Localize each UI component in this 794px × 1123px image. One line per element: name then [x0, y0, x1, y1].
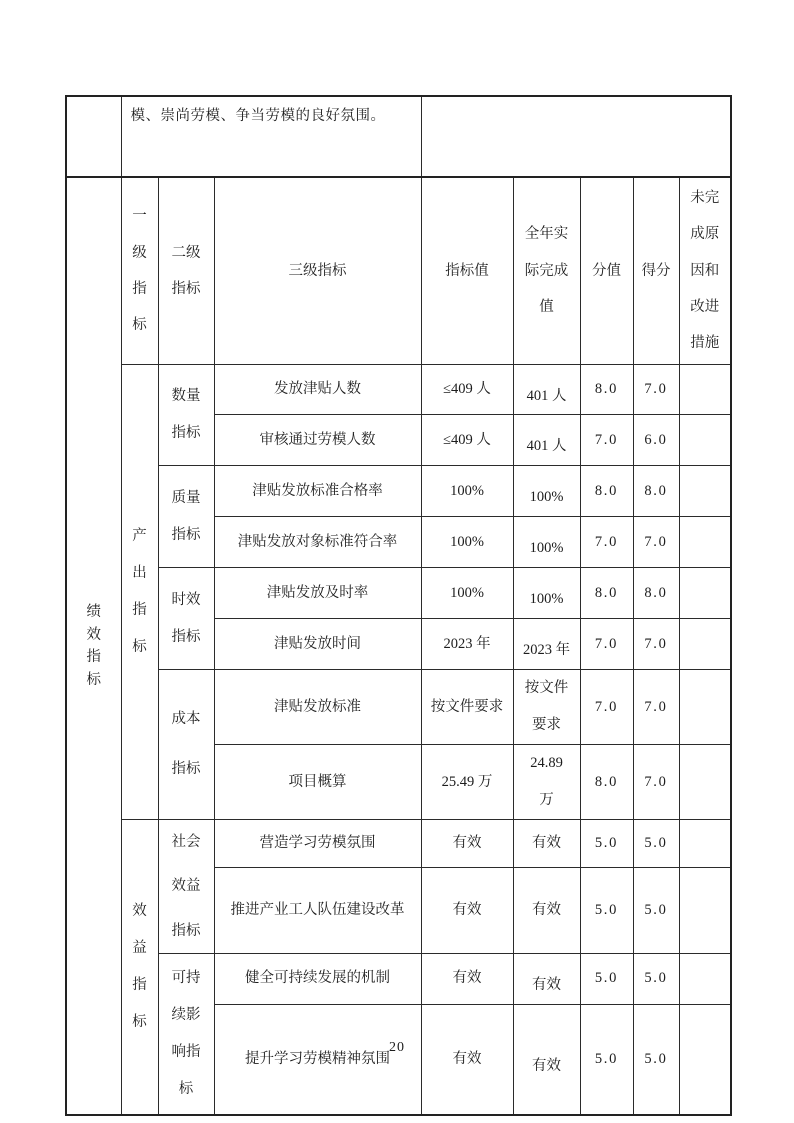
cell-got: 7.0	[633, 364, 679, 415]
cell-score: 5.0	[580, 953, 633, 1004]
header-got: 得分	[633, 177, 679, 364]
cell-got: 5.0	[633, 867, 679, 953]
level2-group-label: 质量指标	[171, 489, 201, 543]
cell-remark	[679, 953, 731, 1004]
level2-group-cell	[158, 820, 214, 954]
header-level2: 二级指标	[158, 177, 214, 364]
cell-target: 有效	[421, 953, 513, 1004]
level1-group-cell	[121, 820, 158, 1116]
cell-score: 7.0	[580, 415, 633, 466]
cell-got: 8.0	[633, 568, 679, 619]
cell-got: 5.0	[633, 820, 679, 867]
page-number: 20	[389, 1040, 405, 1055]
performance-indicator-table	[65, 176, 732, 1116]
cell-score: 7.0	[580, 517, 633, 568]
table-row	[66, 466, 731, 517]
level2-group-cell	[158, 953, 214, 1115]
level2-group-cell	[158, 466, 214, 568]
table-row	[66, 364, 731, 415]
cell-target: 100%	[421, 517, 513, 568]
cell-actual: 100%	[513, 517, 580, 568]
cell-actual: 有效	[513, 867, 580, 953]
header-target: 指标值	[421, 177, 513, 364]
cell-score: 7.0	[580, 670, 633, 745]
header-actual: 全年实际完成值	[513, 177, 580, 364]
cell-remark	[679, 568, 731, 619]
cell-score: 7.0	[580, 619, 633, 670]
level1-group-label: 产出指标	[132, 527, 147, 655]
cell-target: 100%	[421, 466, 513, 517]
cell-actual: 24.89 万	[513, 745, 580, 820]
row-group-cell	[66, 177, 121, 1115]
cell-level3: 健全可持续发展的机制	[214, 953, 421, 1004]
cell-remark	[679, 415, 731, 466]
cell-remark	[679, 517, 731, 568]
level2-group-label: 可持续影响指标	[171, 970, 201, 1098]
cell-score: 8.0	[580, 745, 633, 820]
continuation-text-cell	[121, 96, 421, 178]
cell-level3: 津贴发放标准	[214, 670, 421, 745]
cell-actual: 有效	[513, 820, 580, 867]
cell-target: 有效	[421, 867, 513, 953]
cell-score: 8.0	[580, 568, 633, 619]
cell-got: 7.0	[633, 745, 679, 820]
cell-actual: 按文件要求	[513, 670, 580, 745]
cell-score: 5.0	[580, 1004, 633, 1115]
table-row	[66, 820, 731, 867]
cell-actual: 有效	[513, 953, 580, 1004]
header-score: 分值	[580, 177, 633, 364]
cell-target: 100%	[421, 568, 513, 619]
level2-group-cell	[158, 364, 214, 466]
row-group-label: 绩效指标	[86, 604, 101, 688]
level2-group-cell	[158, 670, 214, 820]
cell-level3: 审核通过劳模人数	[214, 415, 421, 466]
cell-level3: 发放津贴人数	[214, 364, 421, 415]
cell-got: 7.0	[633, 670, 679, 745]
cell-got: 8.0	[633, 466, 679, 517]
cell-score: 5.0	[580, 867, 633, 953]
continuation-text: 模、崇尚劳模、争当劳模的良好氛围。	[130, 108, 386, 124]
cell-remark	[679, 670, 731, 745]
cell-got: 7.0	[633, 517, 679, 568]
table-row	[66, 568, 731, 619]
cell-level3: 津贴发放时间	[214, 619, 421, 670]
cell-level3: 项目概算	[214, 745, 421, 820]
table-row	[66, 670, 731, 745]
continuation-table	[65, 95, 732, 179]
header-level3: 三级指标	[214, 177, 421, 364]
cell-remark	[679, 364, 731, 415]
cell-target: 有效	[421, 820, 513, 867]
table-row	[66, 96, 731, 178]
cell-actual: 401 人	[513, 415, 580, 466]
level2-group-label: 社会效益指标	[171, 834, 201, 939]
cell-score: 8.0	[580, 364, 633, 415]
cell-level3: 津贴发放对象标准符合率	[214, 517, 421, 568]
cell-got: 6.0	[633, 415, 679, 466]
cell-actual: 100%	[513, 466, 580, 517]
cell-target: ≤409 人	[421, 415, 513, 466]
cell-remark	[679, 619, 731, 670]
cell-level3: 提升学习劳模精神氛围	[214, 1004, 421, 1115]
level2-group-label: 成本指标	[171, 711, 201, 777]
cell-actual: 100%	[513, 568, 580, 619]
cell-actual: 有效	[513, 1004, 580, 1115]
cell-target: 2023 年	[421, 619, 513, 670]
level2-group-label: 时效指标	[171, 591, 201, 645]
cell-actual: 401 人	[513, 364, 580, 415]
cell-got: 5.0	[633, 953, 679, 1004]
cell-score: 8.0	[580, 466, 633, 517]
cell-target: 25.49 万	[421, 745, 513, 820]
cell-target: 有效	[421, 1004, 513, 1115]
cell-level3: 津贴发放及时率	[214, 568, 421, 619]
cell-remark	[679, 820, 731, 867]
cell-level3: 津贴发放标准合格率	[214, 466, 421, 517]
header-remark: 未完成原因和改进措施	[679, 177, 731, 364]
cell-remark	[679, 1004, 731, 1115]
cell-remark	[679, 867, 731, 953]
cell-got: 7.0	[633, 619, 679, 670]
cell-got: 5.0	[633, 1004, 679, 1115]
cell-actual: 2023 年	[513, 619, 580, 670]
cell-level3: 营造学习劳模氛围	[214, 820, 421, 867]
table-header-row	[66, 177, 731, 364]
table-row	[66, 953, 731, 1004]
level2-group-label: 数量指标	[171, 388, 201, 441]
cell-target: 按文件要求	[421, 670, 513, 745]
cell-level3: 推进产业工人队伍建设改革	[214, 867, 421, 953]
cell-remark	[679, 466, 731, 517]
continuation-empty-cell-left	[66, 96, 121, 178]
level1-group-cell	[121, 364, 158, 820]
cell-remark	[679, 745, 731, 820]
level1-group-label: 效益指标	[132, 903, 147, 1031]
header-level1: 一级指标	[121, 177, 158, 364]
continuation-empty-cell-right	[421, 96, 731, 178]
level2-group-cell	[158, 568, 214, 670]
cell-target: ≤409 人	[421, 364, 513, 415]
cell-score: 5.0	[580, 820, 633, 867]
